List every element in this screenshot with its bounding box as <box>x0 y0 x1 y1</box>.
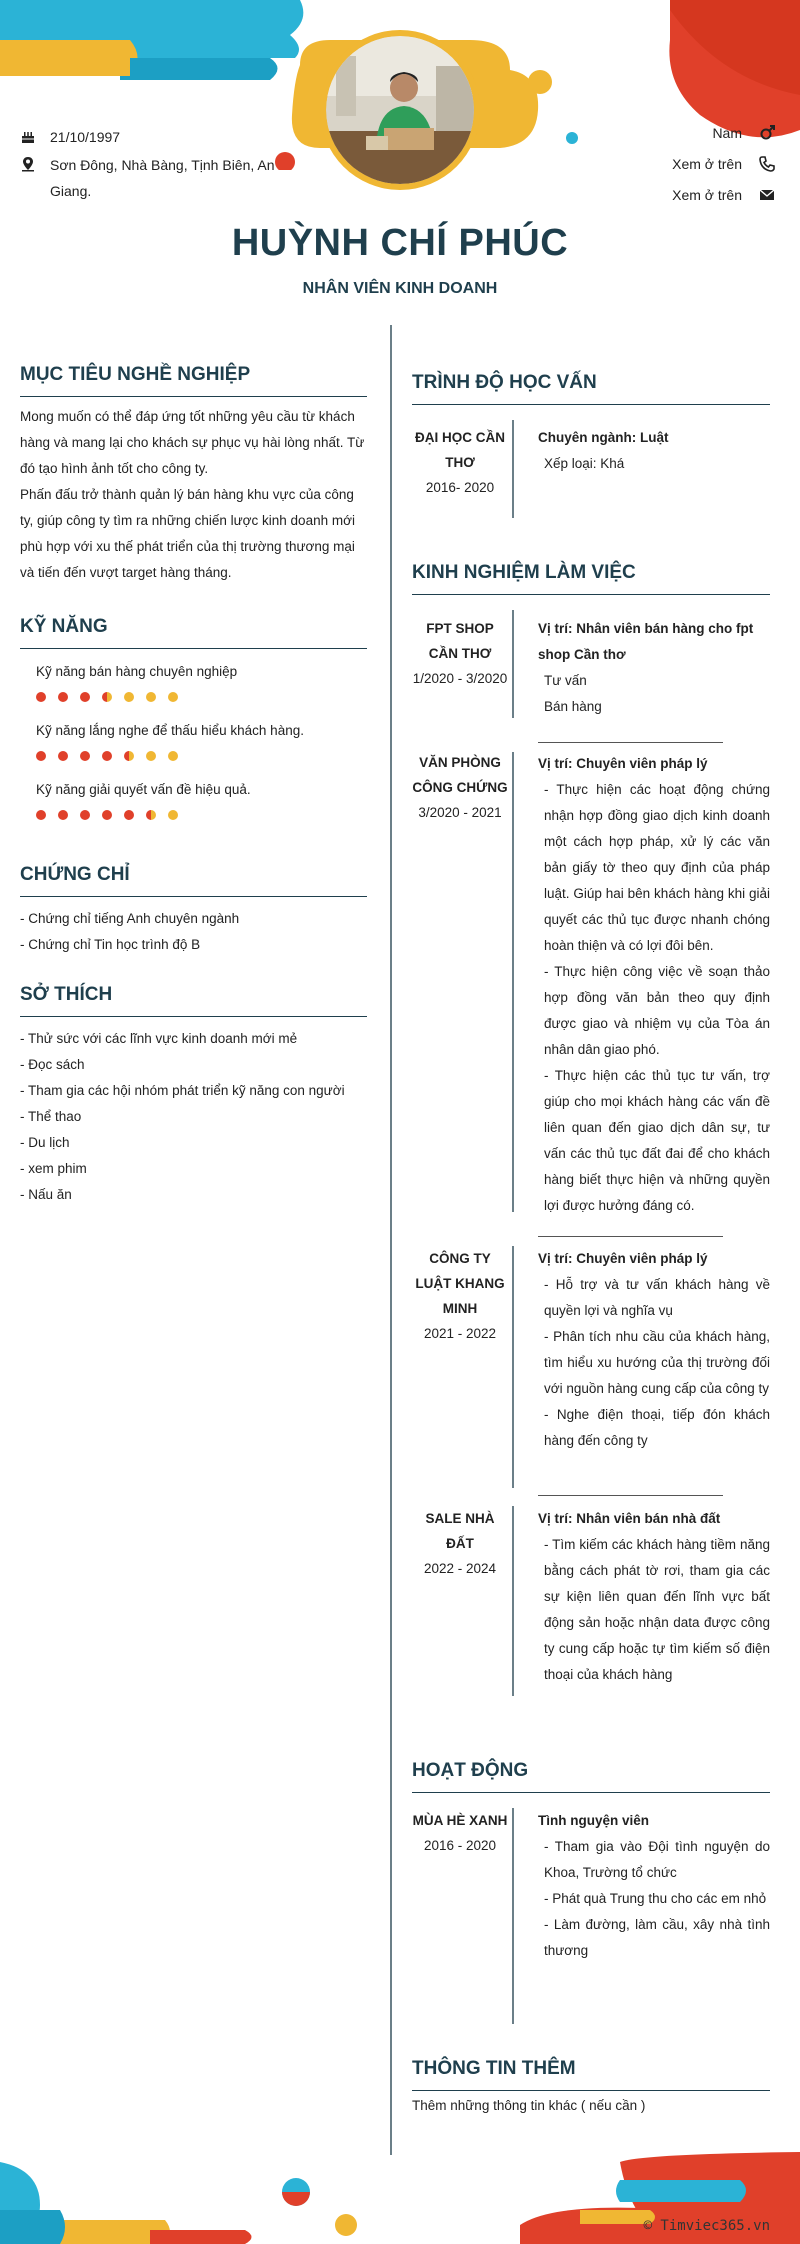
timeline-bar <box>512 1808 514 2024</box>
job-period: 3/2020 - 2021 <box>418 805 502 820</box>
job-org: CÔNG TY LUẬT KHANG MINH <box>415 1251 505 1316</box>
hobby-item: - Đọc sách <box>20 1057 85 1072</box>
rating-dot <box>168 692 178 702</box>
objective-line-2: Phấn đấu trở thành quản lý bán hàng khu vực của công ty, giúp công ty tìm ra những chiến lược kinh doanh mới phù hợp với xu thế phát triển của thị trường thương mại và tiến đến vượt target hàng tháng. <box>20 487 355 580</box>
timeline-bar <box>512 420 514 518</box>
certificates-title: CHỨNG CHỈ <box>20 864 367 897</box>
job-item: - Thực hiện công việc về soạn thảo hợp đồng văn bản theo quy định được giao và nhiệm vụ của Tòa án nhân dân giao phó. <box>544 964 770 1057</box>
footer-decoration-center <box>270 2170 380 2244</box>
gender-text: Nam <box>712 125 742 141</box>
footer-decoration-left <box>0 2150 260 2244</box>
job-details <box>538 1246 770 1454</box>
education-title: TRÌNH ĐỘ HỌC VẤN <box>412 372 770 405</box>
rating-dot <box>58 810 68 820</box>
job-period: 2022 - 2024 <box>423 1561 497 1576</box>
column-divider <box>390 325 392 2155</box>
activity-item: - Tham gia vào Đội tình nguyện do Khoa, Trường tổ chức <box>544 1839 770 1880</box>
education-school-block <box>412 425 508 500</box>
job-details <box>538 751 770 1219</box>
job-title: NHÂN VIÊN KINH DOANH <box>302 280 498 297</box>
rating-dot <box>102 810 112 820</box>
job-period: 1/2020 - 3/2020 <box>412 671 508 686</box>
hobby-item: - Nấu ăn <box>20 1187 72 1202</box>
job-item: Tư vấn <box>544 673 587 688</box>
watermark-text: © Timviec365.vn <box>643 2218 770 2234</box>
activity-org-block <box>412 1808 508 1858</box>
extra-info-title: THÔNG TIN THÊM <box>412 2058 770 2091</box>
avatar <box>320 30 480 190</box>
activity-org: MÙA HÈ XANH <box>412 1813 508 1828</box>
avatar-photo-illustration <box>326 36 474 184</box>
rating-dot <box>146 751 156 761</box>
hobby-item: - Thể thao <box>20 1109 82 1124</box>
email-text: Xem ở trên <box>672 187 742 203</box>
phone-text: Xem ở trên <box>672 156 742 172</box>
job-org-block <box>412 1506 508 1581</box>
certificate-item: - Chứng chỉ Tin học trình độ B <box>20 937 201 952</box>
timeline-bar <box>512 1506 514 1696</box>
job-item: - Phân tích nhu cầu của khách hàng, tìm hiểu xu hướng của thị trường đối với nguồn hàng cung cấp của công ty <box>544 1329 770 1396</box>
skill-rating-1 <box>36 692 190 702</box>
job-item: Bán hàng <box>544 699 602 714</box>
job-position: Vị trí: Nhân viên bán hàng cho fpt shop Cần thơ <box>538 621 754 662</box>
rating-dot <box>36 751 46 761</box>
job-item: - Tìm kiếm các khách hàng tiềm năng bằng cách phát tờ rơi, tham gia các sự kiện liên quan đến lĩnh vực bất động sản hoặc nhận data được công ty cung cấp hoặc tự tìm kiếm số điện thoại của khách hàng <box>544 1537 770 1682</box>
activity-role: Tình nguyện viên <box>538 1813 650 1828</box>
location-pin-icon <box>20 156 36 172</box>
certificates-list <box>20 906 367 958</box>
address-text: Sơn Đông, Nhà Bàng, Tịnh Biên, An Giang. <box>50 157 275 199</box>
rating-dot <box>146 692 156 702</box>
timeline-bar <box>512 752 514 1212</box>
skill-label: Kỹ năng lắng nghe để thấu hiểu khách hàng. <box>36 723 304 738</box>
timeline-bar <box>512 610 514 718</box>
birthday-text: 21/10/1997 <box>50 129 121 145</box>
skill-label: Kỹ năng bán hàng chuyên nghiệp <box>36 664 238 679</box>
job-item: - Thực hiện các thủ tục tư vấn, trợ giúp cho mọi khách hàng các vấn đề liên quan đến giao dịch dân sự, tư vấn các thủ tục đất đai để cho khách hàng biết thực hiện và những quyền lợi được hưởng đáng có. <box>544 1068 770 1213</box>
birthday-row <box>20 124 120 150</box>
rating-dot <box>80 751 90 761</box>
cake-icon <box>20 128 36 144</box>
activity-period: 2016 - 2020 <box>423 1838 497 1853</box>
rating-dot <box>102 692 112 702</box>
rating-dot <box>58 692 68 702</box>
activity-details <box>538 1808 770 1964</box>
timeline-bar <box>512 1246 514 1488</box>
skills-title: KỸ NĂNG <box>20 616 367 649</box>
skill-label: Kỹ năng giải quyết vấn đề hiệu quả. <box>36 782 251 797</box>
rating-dot <box>102 751 112 761</box>
hobby-item: - Du lịch <box>20 1135 70 1150</box>
job-org-block <box>412 750 508 825</box>
job-details <box>538 616 770 720</box>
job-period: 2021 - 2022 <box>423 1326 497 1341</box>
rating-dot <box>36 810 46 820</box>
hobbies-list <box>20 1026 367 1208</box>
rating-dot <box>168 751 178 761</box>
job-org: SALE NHÀ ĐẤT <box>425 1511 495 1551</box>
education-details <box>538 425 770 477</box>
job-position: Vị trí: Chuyên viên pháp lý <box>538 756 708 771</box>
rating-dot <box>58 751 68 761</box>
small-blue-dot <box>566 132 578 144</box>
objective-text <box>20 404 367 586</box>
activities-title: HOẠT ĐỘNG <box>412 1760 770 1793</box>
address-row <box>20 152 280 204</box>
job-position: Vị trí: Nhân viên bán nhà đất <box>538 1511 721 1526</box>
job-details <box>538 1506 770 1688</box>
timeline-separator <box>538 742 723 743</box>
education-school: ĐẠI HỌC CẦN THƠ <box>415 430 505 470</box>
skill-rating-3 <box>36 810 190 820</box>
hobby-item: - Thử sức với các lĩnh vực kinh doanh mới mẻ <box>20 1031 298 1046</box>
rating-dot <box>124 751 134 761</box>
timeline-separator <box>538 1236 723 1237</box>
job-item: - Hỗ trợ và tư vấn khách hàng về quyền lợi và nghĩa vụ <box>544 1277 770 1318</box>
rating-dot <box>36 692 46 702</box>
job-org-block <box>412 1246 508 1346</box>
education-rank: Xếp loại: Khá <box>544 456 625 471</box>
hobbies-title: SỞ THÍCH <box>20 984 367 1017</box>
job-item: - Thực hiện các hoạt động chứng nhận hợp đồng giao dịch kinh doanh một cách hợp pháp, xử lý các văn bản giấy tờ theo quy định của pháp luật. Giúp hai bên khách hàng khi giải quyết các thủ tục được nhanh chóng hoàn thiện và có lợi đôi bên. <box>544 782 770 953</box>
extra-info-text: Thêm những thông tin khác ( nếu cần ) <box>412 2098 646 2113</box>
activity-item: - Làm đường, làm cầu, xây nhà tình thương <box>544 1917 770 1958</box>
experience-title: KINH NGHIỆM LÀM VIỆC <box>412 562 770 595</box>
objective-title: MỤC TIÊU NGHỀ NGHIỆP <box>20 364 367 397</box>
mail-icon <box>758 186 776 204</box>
gender-icon <box>758 124 776 142</box>
gender-row <box>712 124 776 142</box>
job-org: FPT SHOP CẦN THƠ <box>426 621 494 661</box>
timeline-separator <box>538 1495 723 1496</box>
rating-dot <box>168 810 178 820</box>
job-org: VĂN PHÒNG CÔNG CHỨNG <box>412 755 508 795</box>
hobby-item: - xem phim <box>20 1161 87 1176</box>
phone-icon <box>758 155 776 173</box>
job-position: Vị trí: Chuyên viên pháp lý <box>538 1251 708 1266</box>
skill-rating-2 <box>36 751 190 761</box>
activity-item: - Phát quà Trung thu cho các em nhỏ <box>544 1891 767 1906</box>
rating-dot <box>146 810 156 820</box>
rating-dot <box>80 692 90 702</box>
certificate-item: - Chứng chỉ tiếng Anh chuyên ngành <box>20 911 240 926</box>
candidate-name: HUỲNH CHÍ PHÚC <box>231 222 569 264</box>
rating-dot <box>124 810 134 820</box>
objective-line-1: Mong muốn có thể đáp ứng tốt những yêu cầu từ khách hàng và mang lại cho khách sự phục vụ hài lòng nhất. Từ đó tạo hình ảnh tốt cho công ty. <box>20 409 365 476</box>
rating-dot <box>124 692 134 702</box>
education-major: Chuyên ngành: Luật <box>538 430 669 445</box>
education-period: 2016- 2020 <box>425 480 495 495</box>
job-org-block <box>412 616 508 691</box>
email-row <box>672 186 776 204</box>
phone-row <box>672 155 776 173</box>
job-item: - Nghe điện thoại, tiếp đón khách hàng đến công ty <box>544 1407 770 1448</box>
hobby-item: - Tham gia các hội nhóm phát triển kỹ năng con người <box>20 1083 345 1098</box>
rating-dot <box>80 810 90 820</box>
